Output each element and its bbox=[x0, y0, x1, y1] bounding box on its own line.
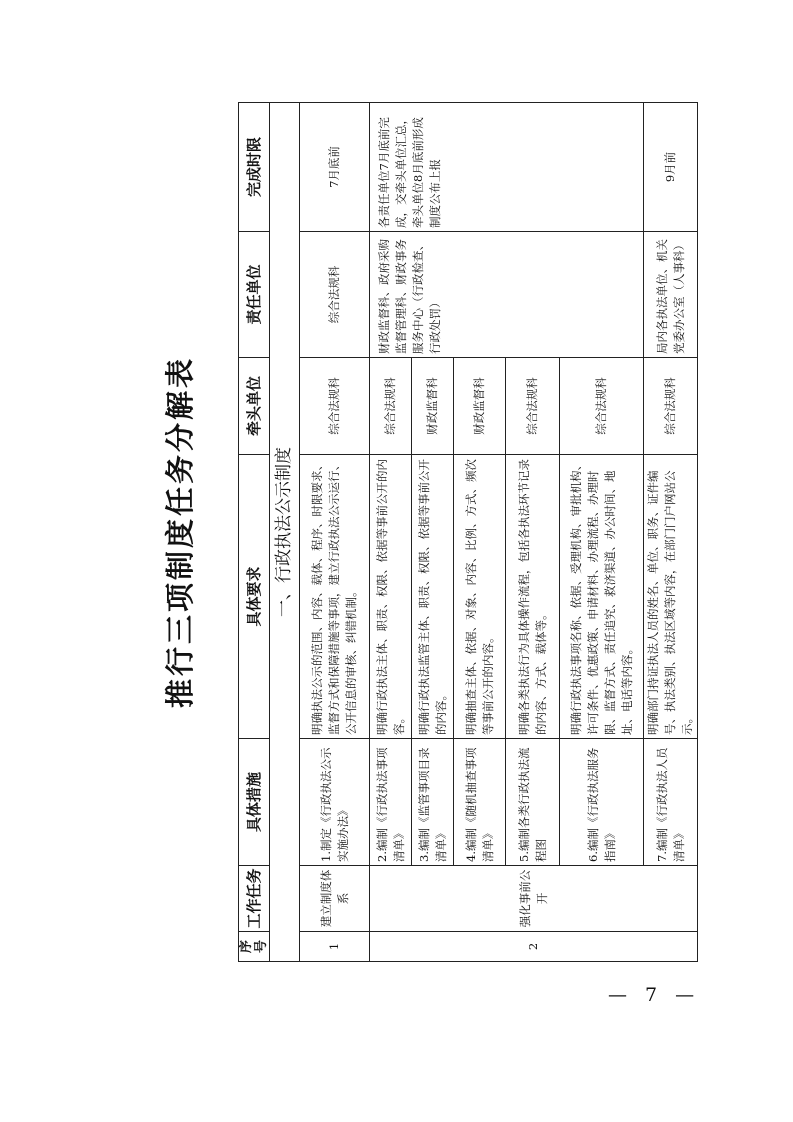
measure-cell: 4.编制《随机抽查事项清单》 bbox=[454, 739, 506, 866]
lead-cell: 综合法规科 bbox=[644, 358, 698, 455]
merged-deadline-cell: 各责任单位7月底前完成，交牵头单位汇总，牵头单位8月底前形成制度公布上报 bbox=[370, 103, 644, 232]
table-row bbox=[370, 103, 412, 962]
section-title: 一、行政执法公示制度 bbox=[270, 103, 300, 962]
task-breakdown-table bbox=[238, 102, 698, 962]
measure-cell: 1.制定《行政执法公示实施办法》 bbox=[300, 739, 370, 866]
header-lead: 牵头单位 bbox=[239, 358, 270, 455]
lead-cell: 财政监督科 bbox=[412, 358, 454, 455]
header-deadline: 完成时限 bbox=[239, 103, 270, 232]
header-task: 工作任务 bbox=[239, 866, 270, 932]
table-row bbox=[300, 103, 370, 962]
rotated-page bbox=[160, 102, 694, 962]
header-seq: 序 号 bbox=[239, 932, 270, 962]
measure-cell: 3.编制《监管事项目录清单》 bbox=[412, 739, 454, 866]
requirement-cell: 明确行政执法主体、职责、权限、依据等事前公开的内容。 bbox=[370, 455, 412, 739]
measure-cell: 2.编制《行政执法事项清单》 bbox=[370, 739, 412, 866]
deadline-cell: 7月底前 bbox=[300, 103, 370, 232]
requirement-cell: 明确各类执法行为具体操作流程，包括各执法环节记录的内容、方式、载体等。 bbox=[506, 455, 560, 739]
header-measure: 具体措施 bbox=[239, 739, 270, 866]
page-title: 推行三项制度任务分解表 bbox=[163, 356, 197, 709]
requirement-cell: 明确行政执法事项名称、依据、受理机构、审批机构、许可条件、优惠政策、申请材料、办理流程、办理时限、监督方式、责任追究、救济渠道、办公时间、地址、电话等内容。 bbox=[560, 455, 644, 739]
lead-cell: 综合法规科 bbox=[560, 358, 644, 455]
task-cell: 建立制度体系 bbox=[300, 866, 370, 932]
lead-cell: 综合法规科 bbox=[300, 358, 370, 455]
seq-cell: 2 bbox=[370, 932, 698, 962]
section-row bbox=[270, 103, 300, 962]
task-cell: 强化事前公开 bbox=[370, 866, 698, 932]
table-header-row bbox=[239, 103, 270, 962]
table-row bbox=[644, 103, 698, 962]
deadline-cell: 9月前 bbox=[644, 103, 698, 232]
responsible-cell: 局内各执法单位、机关党委办公室（人事科） bbox=[644, 232, 698, 358]
measure-cell: 6.编制《行政执法服务指南》 bbox=[560, 739, 644, 866]
requirement-cell: 明确部门持证执法人员的姓名、单位、职务、证件编号、执法类别、执法区域等内容，在部门门户网站公示。 bbox=[644, 455, 698, 739]
lead-cell: 综合法规科 bbox=[370, 358, 412, 455]
page-number: — 7 — bbox=[608, 984, 701, 1006]
seq-cell: 1 bbox=[300, 932, 370, 962]
header-responsible: 责任单位 bbox=[239, 232, 270, 358]
requirement-cell: 明确执法公示的范围、内容、载体、程序、时限要求、监督方式和保障措施等事项，建立行政执法公示运行、公开信息的审核、纠错机制。 bbox=[300, 455, 370, 739]
measure-cell: 5.编制各类行政执法流程图 bbox=[506, 739, 560, 866]
responsible-cell: 综合法规科 bbox=[300, 232, 370, 358]
lead-cell: 综合法规科 bbox=[506, 358, 560, 455]
requirement-cell: 明确行政执法监管主体、职责、权限、依据等事前公开的内容。 bbox=[412, 455, 454, 739]
header-requirement: 具体要求 bbox=[239, 455, 270, 739]
requirement-cell: 明确抽查主体、依据、对象、内容、比例、方式、频次等事前公开的内容。 bbox=[454, 455, 506, 739]
lead-cell: 财政监督科 bbox=[454, 358, 506, 455]
merged-responsible-cell: 财政监督科、政府采购监督管理科、财政事务服务中心（行政检查、行政处罚） bbox=[370, 232, 644, 358]
measure-cell: 7.编制《行政执法人员清单》 bbox=[644, 739, 698, 866]
